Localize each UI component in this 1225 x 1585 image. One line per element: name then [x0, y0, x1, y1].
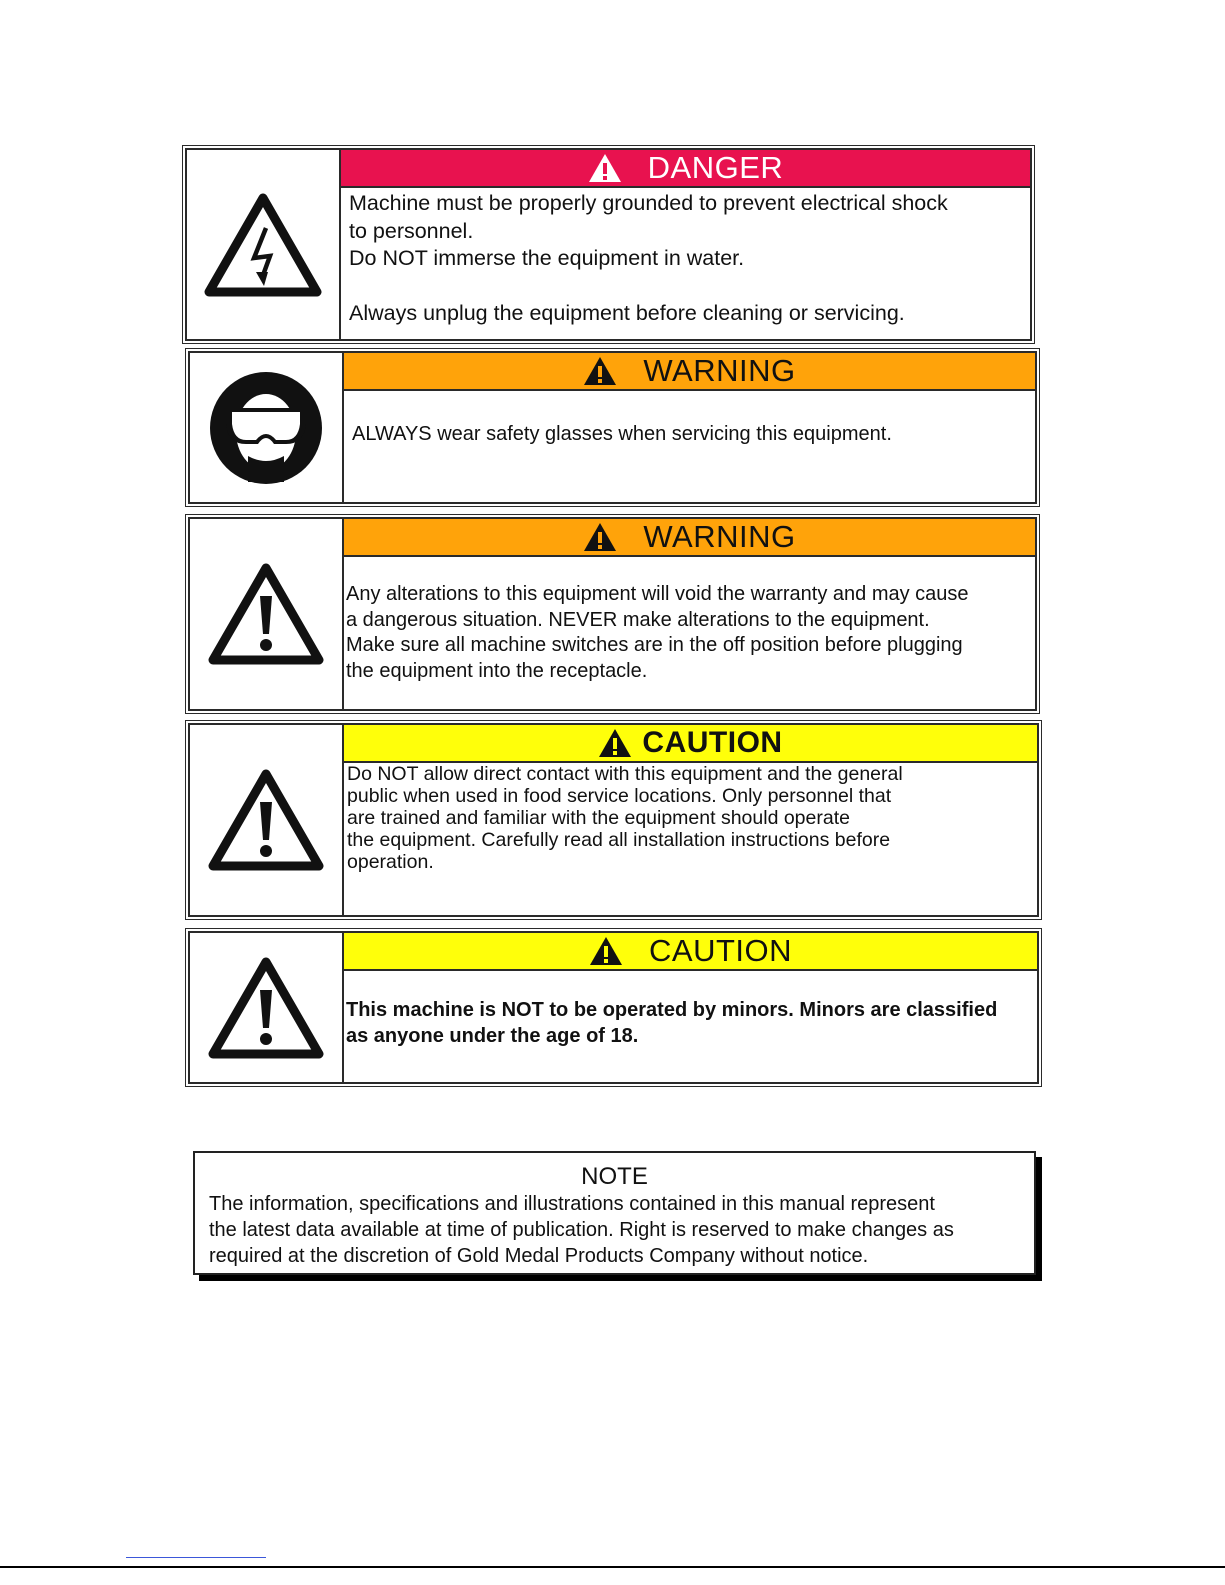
text-line: Do NOT allow direct contact with this equipment and the general [347, 763, 903, 785]
text-line: Do NOT immerse the equipment in water. [349, 246, 745, 270]
warning-signal-word: WARNING [643, 519, 796, 554]
text-line: are trained and familiar with the equipment should operate [347, 807, 850, 829]
warning-text [344, 557, 1035, 684]
alert-triangle-icon [598, 728, 632, 758]
text-line: the latest data available at time of publication. Right is reserved to make changes as [209, 1219, 954, 1241]
text-line: This machine is NOT to be operated by minors. Minors are classified [346, 999, 998, 1021]
exclamation-warning-icon [208, 562, 324, 666]
caution-signal-word: CAUTION [649, 933, 792, 968]
warning-label-glasses [188, 351, 1037, 504]
danger-text [341, 188, 1030, 328]
caution-signal-word: CAUTION [642, 726, 783, 759]
text-line: the equipment. Carefully read all installation instructions before [347, 829, 891, 851]
warning-header [344, 353, 1035, 391]
exclamation-icon-cell [190, 519, 344, 709]
alert-triangle-icon [588, 153, 622, 183]
safety-glasses-icon-cell [190, 353, 344, 502]
warning-header [344, 519, 1035, 557]
warning-signal-word: WARNING [643, 353, 796, 388]
text-line: ALWAYS wear safety glasses when servicing this equipment. [352, 423, 892, 445]
caution-text [344, 971, 1037, 1049]
safety-glasses-icon [208, 370, 324, 486]
text-line: as anyone under the age of 18. [346, 1025, 639, 1047]
text-line: The information, specifications and illustrations contained in this manual represent [209, 1193, 935, 1215]
exclamation-warning-icon [208, 956, 324, 1060]
caution-label-minors [188, 931, 1039, 1084]
electrical-shock-icon-cell [187, 150, 341, 339]
caution-header [344, 725, 1037, 763]
text-line: operation. [347, 851, 434, 873]
exclamation-icon-cell [190, 725, 344, 915]
page-bottom-rule [0, 1566, 1225, 1568]
danger-header [341, 150, 1030, 188]
text-line [349, 273, 1022, 301]
text-line: Any alterations to this equipment will void the warranty and may cause [346, 583, 969, 605]
footnote-rule [126, 1557, 266, 1558]
note-text [195, 1191, 1034, 1269]
alert-triangle-icon [589, 936, 623, 966]
text-line: Machine must be properly grounded to prevent electrical shock [349, 191, 948, 215]
alert-triangle-icon [583, 522, 617, 552]
danger-signal-word: DANGER [647, 150, 784, 185]
text-line: a dangerous situation. NEVER make alterations to the equipment. [346, 608, 930, 631]
text-line: Make sure all machine switches are in the off position before plugging [346, 634, 963, 656]
warning-text [344, 391, 1035, 449]
exclamation-icon-cell [190, 933, 344, 1082]
text-line: Always unplug the equipment before cleaning or servicing. [349, 301, 905, 325]
text-line: public when used in food service locations. Only personnel that [347, 785, 892, 807]
caution-header [344, 933, 1037, 971]
note-box [193, 1151, 1036, 1275]
exclamation-warning-icon [208, 768, 324, 872]
warning-label-alterations [188, 517, 1037, 711]
text-line: the equipment into the receptacle. [346, 659, 648, 682]
text-line: required at the discretion of Gold Medal Products Company without notice. [209, 1245, 869, 1267]
electrical-shock-icon [204, 192, 322, 298]
alert-triangle-icon [583, 356, 617, 386]
caution-text [344, 763, 1037, 873]
note-title: NOTE [581, 1163, 648, 1190]
caution-label-public [188, 723, 1039, 917]
danger-label [185, 148, 1032, 341]
text-line: to personnel. [349, 218, 474, 243]
